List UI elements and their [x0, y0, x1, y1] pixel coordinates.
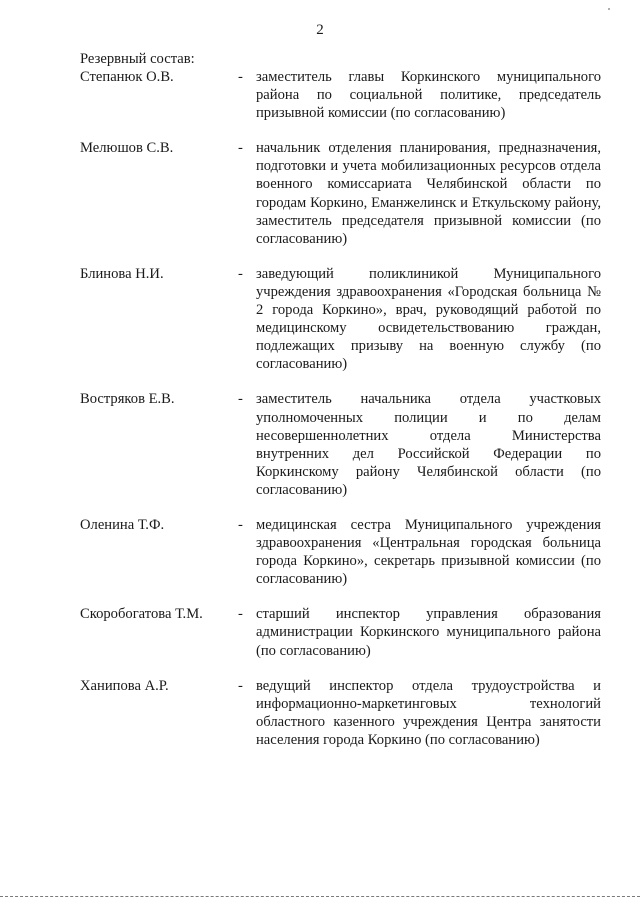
member-name: Скоробогатова Т.М.	[80, 606, 203, 623]
members-list	[80, 68, 605, 766]
member-role: заместитель начальника отдела участковых уполномоченных полиции и по делам несовершеннолетних отдела Министерства внутренних дел Российской Федерации по Коркинскому району Челябинской области (по согласованию)	[256, 391, 601, 498]
member-role: медицинская сестра Муниципального учреждения здравоохранения «Центральная городская больница города Коркино», секретарь призывной комиссии (по согласованию)	[256, 516, 601, 588]
list-item	[80, 390, 605, 499]
dash-separator: -	[238, 516, 243, 533]
list-item	[80, 68, 605, 122]
dash-separator: -	[238, 140, 243, 157]
dash-separator: -	[238, 69, 243, 85]
dash-separator: -	[238, 265, 243, 282]
dash-separator: -	[238, 391, 243, 408]
list-item	[80, 605, 605, 659]
member-name: Оленина Т.Ф.	[80, 516, 165, 533]
member-name: Степанюк О.В.	[80, 69, 174, 85]
member-role: старший инспектор управления образования администрации Коркинского муниципального района (по согласованию)	[256, 606, 601, 659]
section-heading: Резервный состав:	[80, 51, 195, 67]
member-role: начальник отделения планирования, предназначения, подготовки и учета мобилизационных ресурсов отдела военного комиссариата Челябинской области по городам Коркино, Еманжелинск и Еткульскому району, заместитель председателя призывной комиссии (по согласованию)	[256, 140, 601, 247]
member-name: Ханипова А.Р.	[80, 677, 169, 694]
scan-speck	[608, 8, 610, 10]
member-role: заместитель главы Коркинского муниципального района по социальной политике, председатель призывной комиссии (по согласованию)	[256, 69, 601, 122]
list-item	[80, 265, 605, 374]
list-item	[80, 139, 605, 248]
page-number: 2	[316, 22, 324, 38]
list-item	[80, 677, 605, 749]
dash-separator: -	[238, 677, 243, 694]
member-role: заведующий поликлиникой Муниципального учреждения здравоохранения «Городская больница № 2 города Коркино», врач, руководящий работой по медицинскому освидетельствованию граждан, подлежащих призыву на военную службу (по согласованию)	[256, 265, 601, 373]
member-role: ведущий инспектор отдела трудоустройства и информационно-маркетинговых технологий областного казенного учреждения Центра занятости населения города Коркино (по согласованию)	[256, 677, 601, 748]
list-item	[80, 516, 605, 588]
member-name: Мелюшов С.В.	[80, 140, 174, 157]
dash-separator: -	[238, 606, 243, 623]
member-name: Востряков Е.В.	[80, 391, 175, 408]
member-name: Блинова Н.И.	[80, 265, 164, 282]
page-bottom-edge	[0, 896, 640, 897]
